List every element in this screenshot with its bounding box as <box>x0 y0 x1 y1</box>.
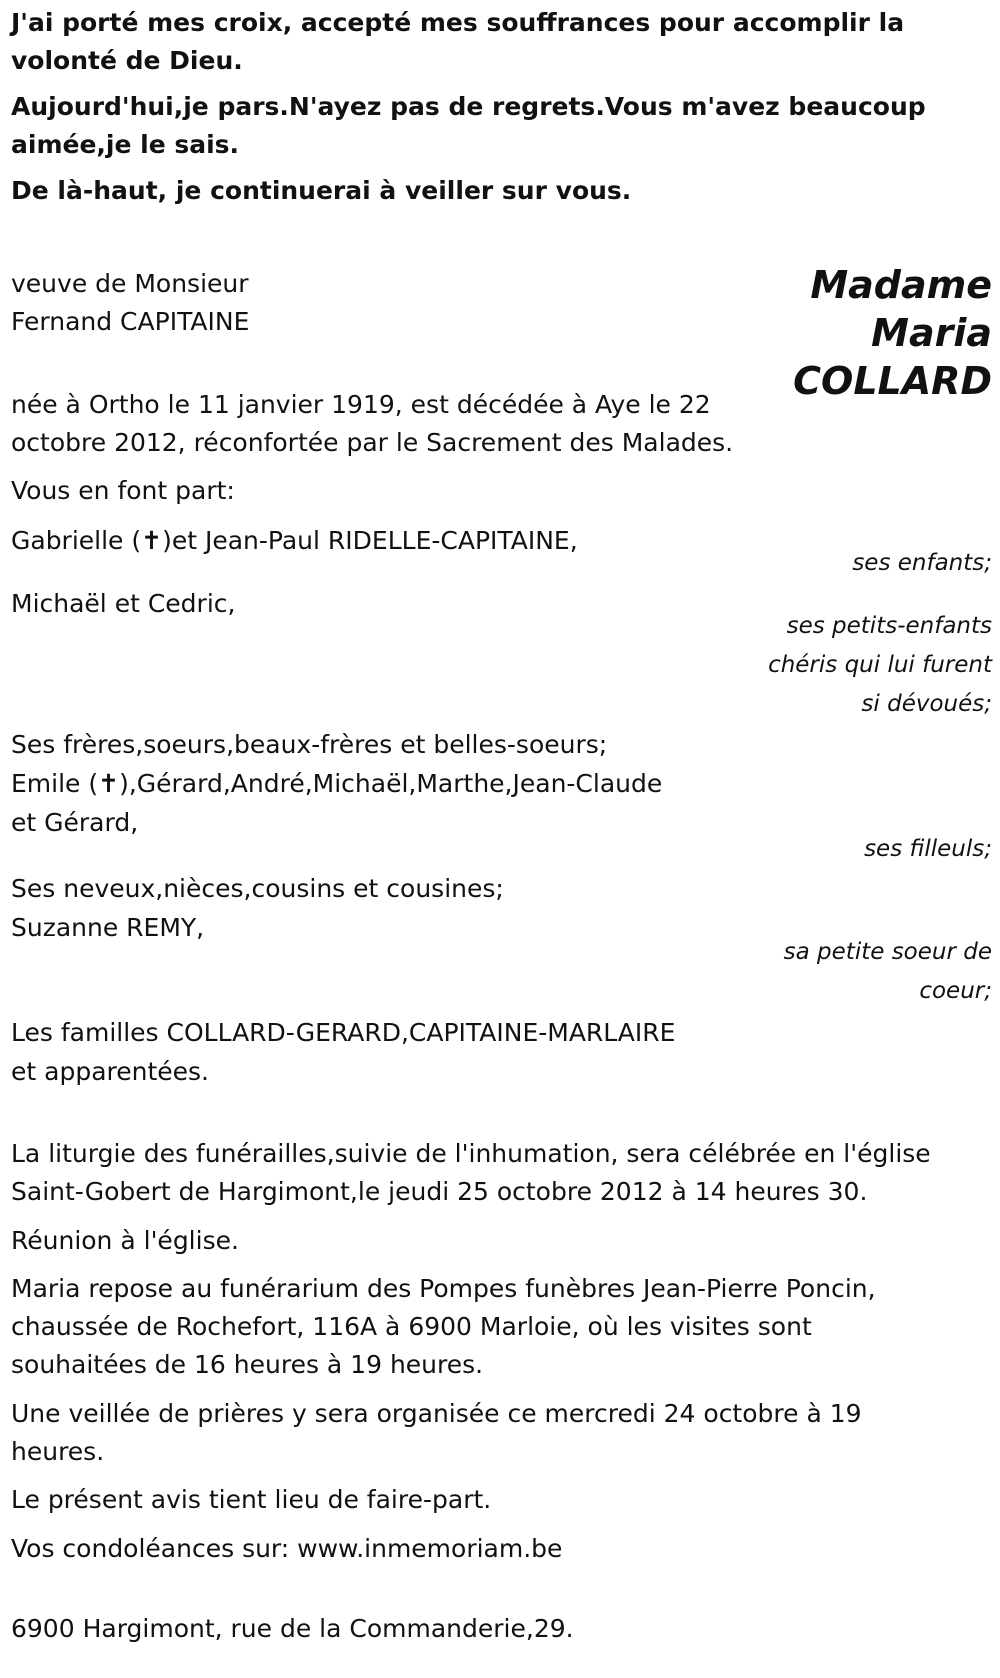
grandchildren-role: ses petits-enfants <box>786 613 992 639</box>
condolences-link[interactable]: www.inmemoriam.be <box>297 1534 563 1563</box>
verse-line: De là-haut, je continuerai à veiller sur vous. <box>11 176 632 205</box>
liturgy: Saint-Gobert de Hargimont,le jeudi 25 octobre 2012 à 14 heures 30. <box>11 1177 868 1206</box>
grandchildren-role: si dévoués; <box>861 691 992 717</box>
condolences-label: Vos condoléances sur: <box>11 1534 298 1563</box>
vigil: Une veillée de prières y sera organisée ce mercredi 24 octobre à 19 <box>11 1399 862 1428</box>
siblings: Ses frères,soeurs,beaux-frères et belles-soeurs; <box>11 730 608 759</box>
address: 6900 Hargimont, rue de la Commanderie,29. <box>11 1614 574 1643</box>
widow-line: Fernand CAPITAINE <box>11 307 250 336</box>
godchildren: et Gérard, <box>11 808 139 837</box>
notice: Le présent avis tient lieu de faire-part. <box>11 1485 492 1514</box>
rest-place: chaussée de Rochefort, 116A à 6900 Marloie, où les visites sont <box>11 1312 812 1341</box>
children-role: ses enfants; <box>852 550 992 576</box>
heart-sister-role: coeur; <box>919 978 992 1004</box>
deceased-last-name: COLLARD <box>793 359 992 403</box>
verse-line: volonté de Dieu. <box>11 46 243 75</box>
grandchildren-role: chéris qui lui furent <box>768 652 992 678</box>
grandchildren: Michaël et Cedric, <box>11 589 236 618</box>
children: Gabrielle (✝)et Jean-Paul RIDELLE-CAPITAINE, <box>11 526 578 555</box>
birth-death-line: née à Ortho le 11 janvier 1919, est décédée à Aye le 22 <box>11 390 711 419</box>
rest-place: Maria repose au funérarium des Pompes funèbres Jean-Pierre Poncin, <box>11 1274 876 1303</box>
condolences <box>11 1529 562 1569</box>
rest-place: souhaitées de 16 heures à 19 heures. <box>11 1350 484 1379</box>
announcement: Vous en font part: <box>11 476 235 505</box>
vigil: heures. <box>11 1437 105 1466</box>
widow-line: veuve de Monsieur <box>11 269 249 298</box>
verse-line: J'ai porté mes croix, accepté mes souffrances pour accomplir la <box>11 8 905 37</box>
deceased-first-name: Maria <box>871 311 992 355</box>
families: et apparentées. <box>11 1057 209 1086</box>
deceased-title: Madame <box>810 263 992 307</box>
birth-death-line: octobre 2012, réconfortée par le Sacrement des Malades. <box>11 428 734 457</box>
families: Les familles COLLARD-GERARD,CAPITAINE-MARLAIRE <box>11 1018 676 1047</box>
heart-sister-role: sa petite soeur de <box>783 939 992 965</box>
verse-line: Aujourd'hui,je pars.N'ayez pas de regrets.Vous m'avez beaucoup <box>11 92 926 121</box>
godchildren-role: ses filleuls; <box>864 836 992 862</box>
liturgy: La liturgie des funérailles,suivie de l'inhumation, sera célébrée en l'église <box>11 1139 931 1168</box>
godchildren: Emile (✝),Gérard,André,Michaël,Marthe,Jean-Claude <box>11 769 663 798</box>
heart-sister: Suzanne REMY, <box>11 913 205 942</box>
cousins: Ses neveux,nièces,cousins et cousines; <box>11 874 504 903</box>
verse-line: aimée,je le sais. <box>11 130 240 159</box>
meeting: Réunion à l'église. <box>11 1226 239 1255</box>
